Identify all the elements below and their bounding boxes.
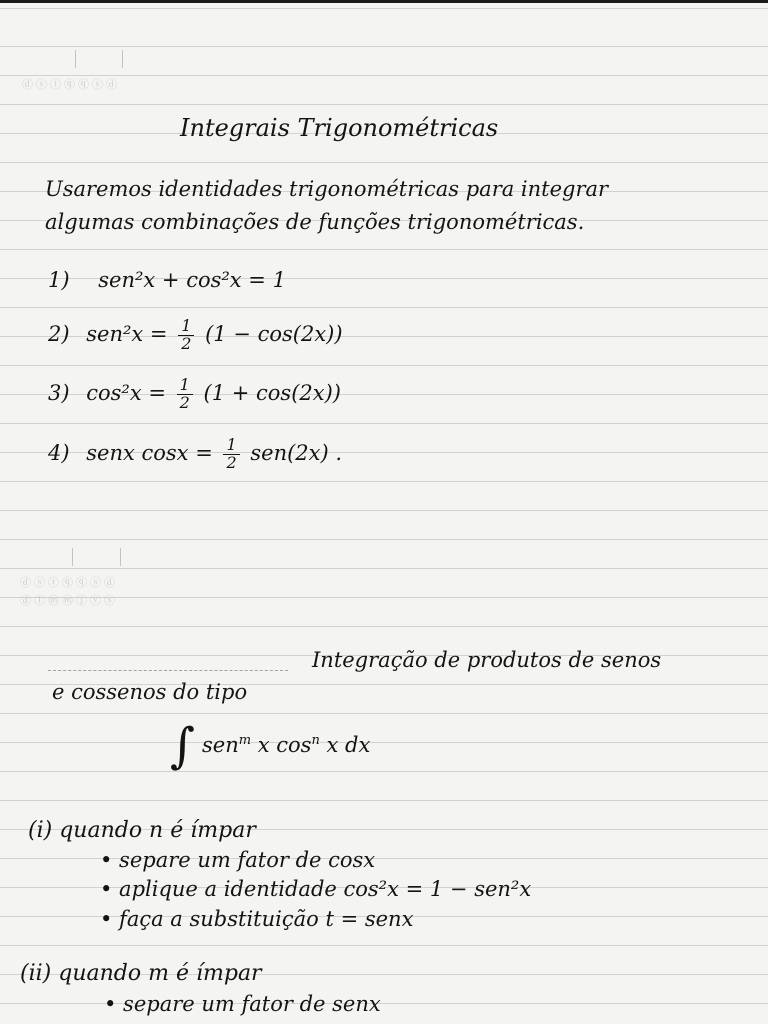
identity-lhs: senx cosx = [86, 440, 213, 465]
identity-1 [48, 268, 286, 292]
identity-lhs: cos²x = [86, 380, 166, 405]
case-1-step-3: • faça a substituição t = senx [100, 907, 414, 931]
intro-line-1: Usaremos identidades trigonométricas para integrar [45, 177, 609, 201]
integrand-sen: sen [202, 733, 239, 757]
dashed-guide [48, 670, 288, 672]
identity-number: 3) [48, 380, 70, 405]
case-1-label: (i) quando n é ímpar [28, 818, 256, 843]
fraction [223, 437, 239, 472]
fraction-denominator: 2 [181, 333, 192, 353]
identity-formula: sen²x + cos²x = 1 [98, 268, 286, 292]
day-markers: ⓓⓛⓜⓜⓙⓥⓢ [20, 594, 118, 607]
integrand-x-cos: x cos [257, 733, 312, 757]
intro-line-2: algumas combinações de funções trigonométricas. [45, 210, 585, 234]
integral-symbol: ∫ [170, 718, 196, 774]
weekday-markers: ⓓⓢⓣⓠⓠⓢⓓ [22, 78, 120, 91]
identity-number: 1) [48, 268, 70, 292]
page-top-edge [0, 0, 768, 3]
header-tick [122, 50, 123, 68]
exponent-m: m [238, 733, 252, 748]
page-title: Integrais Trigonométricas [180, 114, 499, 142]
fraction-numerator: 1 [178, 318, 194, 336]
identity-3 [48, 377, 341, 412]
integral-expression [202, 733, 370, 757]
identity-4 [48, 437, 342, 472]
identity-rhs: (1 + cos(2x)) [203, 380, 341, 405]
weekday-markers: ⓓⓢⓣⓠⓠⓢⓓ [20, 576, 118, 589]
identity-rhs: (1 − cos(2x)) [205, 321, 343, 346]
header-tick [120, 548, 121, 566]
header-tick [72, 548, 73, 566]
fraction-numerator: 1 [223, 437, 239, 455]
case-1-step-2: • aplique a identidade cos²x = 1 − sen²x [100, 877, 532, 901]
fraction [177, 377, 193, 412]
integrand-x-dx: x dx [326, 733, 371, 757]
exponent-n: n [311, 733, 320, 748]
fraction-denominator: 2 [179, 392, 190, 412]
case-2-step-1: • separe um fator de senx [104, 992, 381, 1016]
case-2-label: (ii) quando m é ímpar [20, 961, 262, 986]
fraction [178, 318, 194, 353]
identity-lhs: sen²x = [86, 321, 168, 346]
identity-number: 4) [48, 440, 70, 465]
identity-2 [48, 318, 343, 353]
section-heading-line-2: e cossenos do tipo [52, 680, 248, 704]
section-heading-line-1: Integração de produtos de senos [312, 648, 662, 672]
identity-number: 2) [48, 321, 70, 346]
header-tick [75, 50, 76, 68]
identity-rhs: sen(2x) . [250, 440, 343, 465]
fraction-numerator: 1 [177, 377, 193, 395]
fraction-denominator: 2 [226, 452, 237, 472]
case-1-step-1: • separe um fator de cosx [100, 848, 376, 872]
